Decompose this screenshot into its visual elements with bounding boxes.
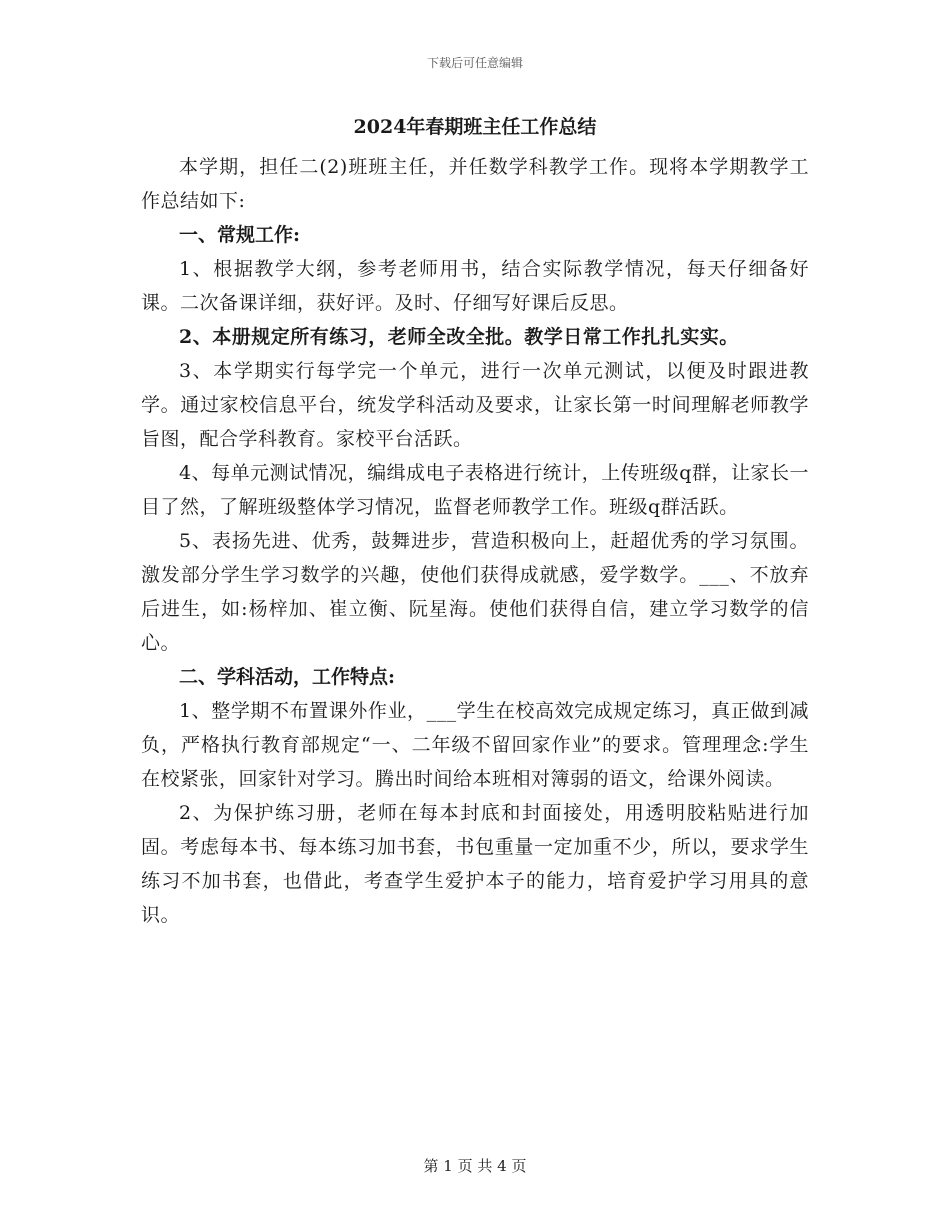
routine-item-5: 5、表扬先进、优秀，鼓舞进步，营造积极向上，赶超优秀的学习氛围。激发部分学生学习数学的兴趣，使他们获得成就感，爱学数学。___、不放弃后进生，如:杨梓加、崔立衡、阮星海。使他们获得自信，建立学习数学的信心。 bbox=[141, 530, 809, 654]
section-heading-subject-activities: 二、学科活动，工作特点: bbox=[179, 666, 396, 688]
routine-item-2: 2、本册规定所有练习，老师全改全批。教学日常工作扎扎实实。 bbox=[179, 326, 739, 348]
routine-item-3: 3、本学期实行每学完一个单元，进行一次单元测试，以便及时跟进教学。通过家校信息平台，统发学科活动及要求，让家长第一时间理解老师教学旨图，配合学科教育。家校平台活跃。 bbox=[141, 360, 809, 450]
activity-item-1: 1、整学期不布置课外作业，___学生在校高效完成规定练习，真正做到减负，严格执行教育部规定“一、二年级不留回家作业”的要求。管理理念:学生在校紧张，回家针对学习。腾出时间给本班相对簿弱的语文，给课外阅读。 bbox=[141, 700, 809, 790]
section-heading-routine-work: 一、常规工作: bbox=[179, 224, 301, 246]
page-number-footer: 第 1 页 共 4 页 bbox=[423, 1157, 527, 1175]
activity-item-2: 2、为保护练习册，老师在每本封底和封面接处，用透明胶粘贴进行加固。考虑每本书、每本练习加书套，书包重量一定加重不少，所以，要求学生练习不加书套，也借此，考查学生爱护本子的能力，培育爱护学习用具的意识。 bbox=[141, 802, 809, 926]
routine-item-1: 1、根据教学大纲，参考老师用书，结合实际教学情况，每天仔细备好课。二次备课详细，获好评。及时、仔细写好课后反思。 bbox=[141, 258, 809, 314]
intro-paragraph: 本学期，担任二(2)班班主任，并任数学科教学工作。现将本学期教学工作总结如下: bbox=[141, 156, 809, 212]
document-body bbox=[141, 110, 809, 932]
document-title: 2024年春期班主任工作总结 bbox=[353, 116, 597, 138]
routine-item-4: 4、每单元测试情况，编缉成电子表格进行统计，上传班级q群，让家长一目了然，了解班级整体学习情况，监督老师教学工作。班级q群活跃。 bbox=[141, 462, 809, 518]
page-header-note: 下载后可任意编辑 bbox=[426, 56, 523, 70]
